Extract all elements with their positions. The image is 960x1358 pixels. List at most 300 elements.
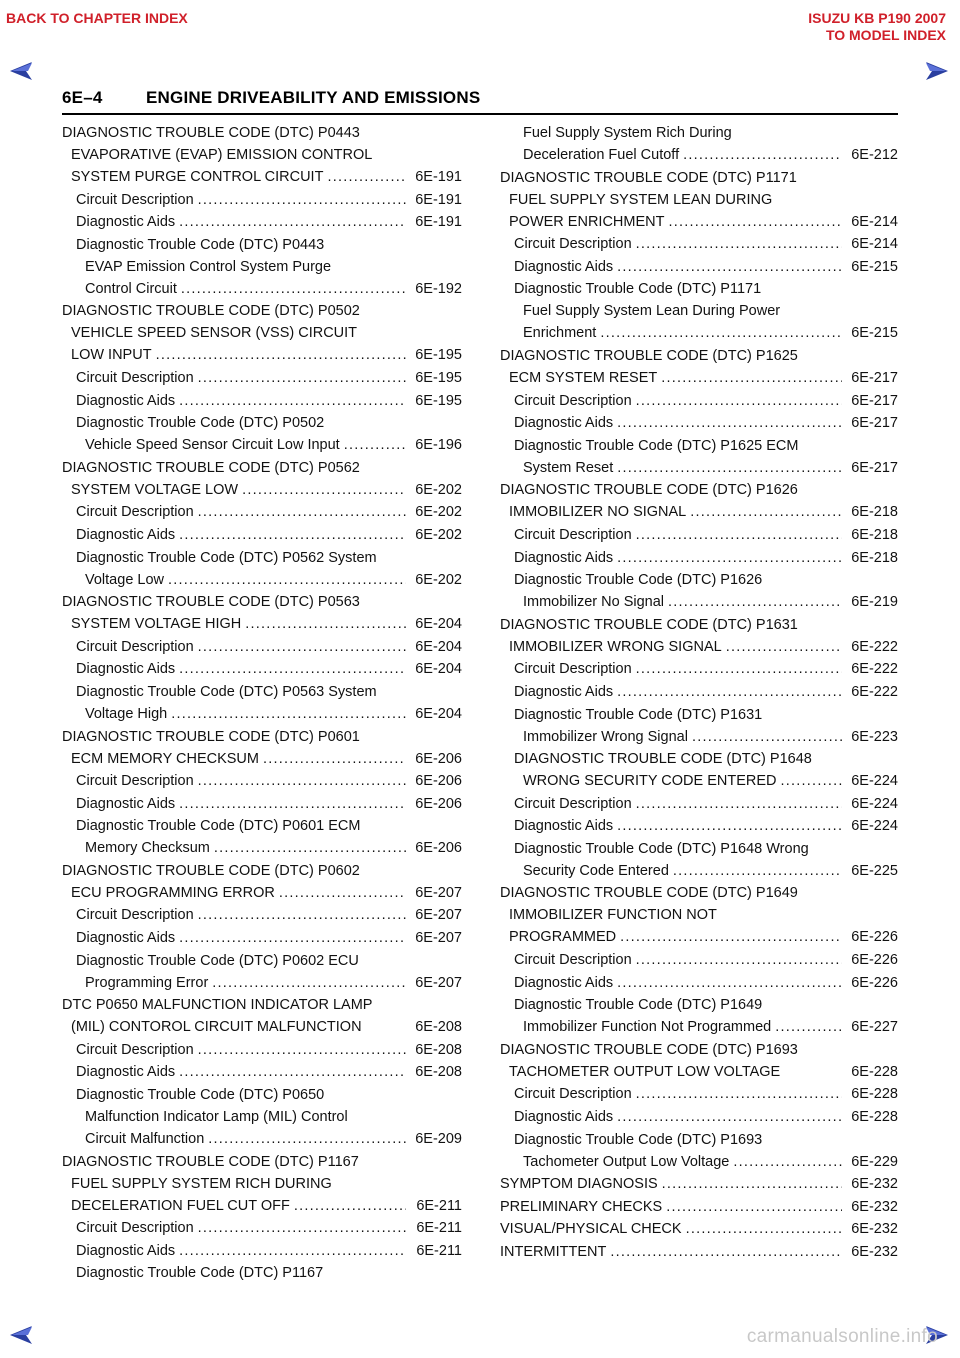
- toc-entry-text: Voltage High: [85, 705, 168, 722]
- dot-leader: [617, 457, 842, 479]
- toc-entry[interactable]: [500, 479, 898, 523]
- toc-entry-text: Diagnostic Aids: [76, 526, 176, 543]
- toc-page-number: 6E-232: [851, 1198, 898, 1215]
- dot-leader: [168, 569, 406, 591]
- toc-page-number: 6E-226: [851, 929, 898, 946]
- toc-entry[interactable]: [500, 1039, 898, 1083]
- toc-entry[interactable]: [500, 1218, 898, 1240]
- toc-entry[interactable]: [62, 904, 462, 926]
- toc-entry-text: DIAGNOSTIC TROUBLE CODE (DTC) P0602: [62, 862, 360, 879]
- toc-entry-text: SYSTEM VOLTAGE LOW: [71, 481, 239, 498]
- dot-leader: [668, 211, 842, 233]
- dot-leader: [617, 815, 842, 837]
- dot-leader: [263, 748, 406, 770]
- dot-leader: [198, 1217, 406, 1239]
- toc-entry[interactable]: [62, 412, 462, 456]
- toc-entry[interactable]: [62, 726, 462, 770]
- dot-leader: [198, 189, 406, 211]
- toc-entry[interactable]: [500, 256, 898, 278]
- toc-entry[interactable]: [62, 591, 462, 635]
- toc-page-number: 6E-207: [415, 907, 462, 924]
- dot-leader: [198, 770, 406, 792]
- toc-entry[interactable]: [62, 457, 462, 501]
- toc-entry-text: DIAGNOSTIC TROUBLE CODE (DTC) P1693: [500, 1041, 798, 1058]
- toc-entry-text: Diagnostic Trouble Code (DTC) P0650: [76, 1087, 325, 1104]
- dot-leader: [636, 949, 842, 971]
- toc-page-number: 6E-195: [415, 369, 462, 386]
- toc-entry-text: Diagnostic Trouble Code (DTC) P0601 ECM: [76, 818, 361, 835]
- toc-page-number: 6E-195: [415, 392, 462, 409]
- toc-entry-text: DECELERATION FUEL CUT OFF: [71, 1197, 290, 1214]
- toc-entry-text: Diagnostic Trouble Code (DTC) P0602 ECU: [76, 952, 359, 969]
- toc-entry-text: Diagnostic Aids: [76, 661, 176, 678]
- dot-leader: [279, 882, 406, 904]
- toc-page-number: 6E-228: [851, 1063, 898, 1080]
- toc-page-number: 6E-217: [851, 369, 898, 386]
- toc-entry-text: FUEL SUPPLY SYSTEM RICH DURING: [71, 1175, 332, 1192]
- toc-entry-text: DIAGNOSTIC TROUBLE CODE (DTC) P0562: [62, 459, 360, 476]
- toc-page-number: 6E-202: [415, 571, 462, 588]
- dot-leader: [327, 166, 406, 188]
- toc-entry-text: DIAGNOSTIC TROUBLE CODE (DTC) P0502: [62, 303, 360, 320]
- toc-entry-text: Diagnostic Aids: [76, 795, 176, 812]
- toc-entry-text: DIAGNOSTIC TROUBLE CODE (DTC) P1648: [514, 751, 812, 768]
- toc-entry-text: VISUAL/PHYSICAL CHECK: [500, 1221, 682, 1238]
- toc-page-number: 6E-212: [851, 147, 898, 163]
- toc-entry-text: Diagnostic Aids: [76, 392, 176, 409]
- toc-entry[interactable]: [62, 524, 462, 546]
- toc-entry-text: LOW INPUT: [71, 347, 152, 364]
- toc-page-number: 6E-202: [415, 481, 462, 498]
- toc-entry-text: Diagnostic Aids: [514, 1109, 614, 1126]
- dot-leader: [198, 501, 406, 523]
- dot-leader: [245, 613, 406, 635]
- dot-leader: [198, 636, 406, 658]
- toc-page-number: 6E-206: [415, 840, 462, 857]
- toc-entry-text: DIAGNOSTIC TROUBLE CODE (DTC) P0443: [62, 125, 360, 141]
- toc-entry-text: Enrichment: [523, 325, 597, 342]
- toc-page-number: 6E-228: [851, 1086, 898, 1103]
- toc-entry-text: Diagnostic Aids: [514, 415, 614, 432]
- dot-leader: [617, 547, 842, 569]
- toc-entry[interactable]: [62, 1151, 462, 1217]
- toc-entry[interactable]: [62, 300, 462, 366]
- toc-entry-text: FUEL SUPPLY SYSTEM LEAN DURING: [509, 191, 773, 208]
- dot-leader: [179, 211, 406, 233]
- toc-entry[interactable]: [500, 278, 898, 344]
- toc-entry-text: Circuit Malfunction: [85, 1131, 205, 1148]
- toc-entry[interactable]: [62, 927, 462, 949]
- toc-entry-text: System Reset: [523, 459, 614, 476]
- toc-page-number: 6E-218: [851, 504, 898, 521]
- toc-entry-text: Diagnostic Trouble Code (DTC) P1626: [514, 572, 763, 589]
- toc-entry[interactable]: [62, 547, 462, 591]
- toc-entry-text: Diagnostic Aids: [76, 1064, 176, 1081]
- toc-page-number: 6E-206: [415, 773, 462, 790]
- toc-entry-text: VEHICLE SPEED SENSOR (VSS) CIRCUIT: [71, 325, 358, 342]
- toc-entry-text: DIAGNOSTIC TROUBLE CODE (DTC) P1626: [500, 482, 798, 499]
- toc-entry-text: DIAGNOSTIC TROUBLE CODE (DTC) P1649: [500, 885, 798, 902]
- dot-leader: [617, 1106, 842, 1128]
- dot-leader: [179, 1240, 406, 1262]
- toc-entry-text: DIAGNOSTIC TROUBLE CODE (DTC) P1167: [62, 1153, 359, 1170]
- dot-leader: [636, 1083, 842, 1105]
- next-page-top-arrow-icon[interactable]: [920, 60, 950, 82]
- toc-entry[interactable]: [62, 234, 462, 300]
- toc-entry[interactable]: [62, 1061, 462, 1083]
- toc-entry-text: Circuit Description: [76, 1041, 194, 1058]
- toc-entry-text: Programming Error: [85, 974, 209, 991]
- toc-page-number: 6E-191: [415, 169, 462, 185]
- toc-entry-text: Circuit Description: [76, 504, 194, 521]
- toc-page-number: 6E-207: [415, 974, 462, 991]
- dot-leader: [781, 770, 842, 792]
- dot-leader: [198, 904, 406, 926]
- dot-leader: [617, 256, 842, 278]
- toc-entry[interactable]: [500, 1241, 898, 1263]
- toc-entry-text: Circuit Description: [76, 773, 194, 790]
- dot-leader: [179, 390, 406, 412]
- dot-leader: [617, 681, 842, 703]
- toc-page-number: 6E-192: [415, 280, 462, 297]
- toc-entry[interactable]: [500, 1083, 898, 1105]
- toc-page-number: 6E-222: [851, 661, 898, 678]
- dot-leader: [179, 658, 406, 680]
- dot-leader: [636, 658, 842, 680]
- toc-entry[interactable]: [500, 972, 898, 994]
- dot-leader: [198, 367, 406, 389]
- toc-entry[interactable]: [62, 367, 462, 389]
- toc-page-number: 6E-225: [851, 862, 898, 879]
- toc-entry-text: Diagnostic Aids: [514, 258, 614, 275]
- toc-entry-text: Diagnostic Trouble Code (DTC) P0562 System: [76, 549, 377, 566]
- to-model-index-link[interactable]: TO MODEL INDEX: [825, 27, 946, 43]
- toc-entry-text: Diagnostic Trouble Code (DTC) P1693: [514, 1131, 763, 1148]
- toc-entry-text: ECM MEMORY CHECKSUM: [71, 750, 259, 767]
- toc-entry-text: Circuit Description: [514, 392, 632, 409]
- dot-leader: [156, 344, 406, 366]
- toc-entry[interactable]: [500, 569, 898, 613]
- dot-leader: [294, 1195, 406, 1217]
- toc-entry-text: IMMOBILIZER FUNCTION NOT: [509, 907, 717, 924]
- toc-page-number: 6E-228: [851, 1109, 898, 1126]
- model-index-block: [808, 10, 946, 44]
- toc-entry[interactable]: [62, 636, 462, 658]
- dot-leader: [620, 926, 842, 948]
- toc-entry[interactable]: [62, 390, 462, 412]
- toc-entry[interactable]: [500, 704, 898, 748]
- toc-page-number: 6E-224: [851, 773, 898, 790]
- toc-page-number: 6E-202: [415, 504, 462, 521]
- dot-leader: [636, 793, 842, 815]
- toc-entry-text: ECU PROGRAMMING ERROR: [71, 884, 275, 901]
- toc-entry[interactable]: [500, 390, 898, 412]
- toc-entry[interactable]: [500, 547, 898, 569]
- toc-entry-text: IMMOBILIZER WRONG SIGNAL: [509, 638, 722, 655]
- dot-leader: [214, 837, 406, 859]
- toc-page-number: 6E-191: [415, 191, 462, 208]
- dot-leader: [344, 434, 406, 456]
- toc-entry[interactable]: [500, 122, 898, 166]
- toc-entry-text: Diagnostic Aids: [514, 683, 614, 700]
- toc-entry-text: Diagnostic Trouble Code (DTC) P1649: [514, 997, 763, 1014]
- toc-page-number: 6E-208: [415, 1019, 462, 1036]
- toc-entry[interactable]: [500, 949, 898, 971]
- toc-entry-text: Security Code Entered: [523, 862, 669, 879]
- toc-entry-text: Circuit Description: [514, 526, 632, 543]
- dot-leader: [212, 972, 406, 994]
- toc-entry[interactable]: [500, 793, 898, 815]
- toc-page-number: 6E-195: [415, 347, 462, 364]
- toc-entry-text: Diagnostic Trouble Code (DTC) P1167: [76, 1265, 324, 1282]
- toc-entry-text: Immobilizer No Signal: [523, 594, 665, 611]
- dot-leader: [198, 1039, 406, 1061]
- toc-page-number: 6E-232: [851, 1176, 898, 1193]
- toc-page-number: 6E-224: [851, 795, 898, 812]
- toc-entry[interactable]: [500, 1106, 898, 1128]
- dot-leader: [179, 927, 406, 949]
- toc-entry-text: Vehicle Speed Sensor Circuit Low Input: [85, 437, 340, 454]
- watermark: carmanualsonline.info: [746, 1326, 938, 1347]
- section-title: ENGINE DRIVEABILITY AND EMISSIONS: [146, 88, 481, 107]
- toc-entry-text: Fuel Supply System Rich During: [523, 125, 732, 141]
- dot-leader: [242, 479, 406, 501]
- toc-entry[interactable]: [62, 860, 462, 904]
- toc-entry[interactable]: [500, 882, 898, 948]
- toc-page-number: 6E-218: [851, 526, 898, 543]
- toc-entry-text: Circuit Description: [514, 1086, 632, 1103]
- toc-entry[interactable]: [500, 524, 898, 546]
- toc-entry-text: Circuit Description: [76, 1220, 194, 1237]
- toc-entry-text: DIAGNOSTIC TROUBLE CODE (DTC) P1631: [500, 616, 798, 633]
- toc-entry-text: EVAPORATIVE (EVAP) EMISSION CONTROL: [71, 147, 373, 163]
- toc-page-number: 6E-218: [851, 549, 898, 566]
- toc-entry[interactable]: [500, 345, 898, 389]
- toc-entry[interactable]: [62, 793, 462, 815]
- toc-entry-text: Tachometer Output Low Voltage: [523, 1153, 730, 1170]
- toc-entry-text: Immobilizer Wrong Signal: [523, 728, 688, 745]
- dot-leader: [683, 144, 842, 166]
- toc-entry-text: Deceleration Fuel Cutoff: [523, 147, 680, 163]
- toc-entry-text: Memory Checksum: [85, 840, 210, 857]
- dot-leader: [726, 636, 842, 658]
- toc-entry[interactable]: [500, 167, 898, 233]
- toc-entry[interactable]: [62, 501, 462, 523]
- toc-page-number: 6E-215: [851, 258, 898, 275]
- toc-page-number: 6E-206: [415, 750, 462, 767]
- back-to-chapter-index-link[interactable]: BACK TO CHAPTER INDEX: [6, 10, 188, 26]
- dot-leader: [179, 793, 406, 815]
- toc-page-number: 6E-223: [851, 728, 898, 745]
- toc-entry[interactable]: [62, 1039, 462, 1061]
- toc-page-number: 6E-214: [851, 213, 898, 230]
- toc-entry-text: Diagnostic Aids: [514, 549, 614, 566]
- toc-page-number: 6E-204: [415, 638, 462, 655]
- toc-entry-text: DTC P0650 MALFUNCTION INDICATOR LAMP: [62, 997, 373, 1014]
- toc-entry[interactable]: [500, 838, 898, 882]
- toc-entry-text: Circuit Description: [76, 907, 194, 924]
- dot-leader: [610, 1241, 842, 1263]
- page-header: [62, 88, 480, 108]
- toc-entry-text: (MIL) CONTOROL CIRCUIT MALFUNCTION: [71, 1019, 362, 1036]
- toc-entry[interactable]: [500, 1129, 898, 1173]
- toc-entry[interactable]: [500, 1173, 898, 1195]
- toc-entry-text: Diagnostic Aids: [514, 818, 614, 835]
- toc-entry-text: Diagnostic Trouble Code (DTC) P1625 ECM: [514, 437, 799, 454]
- toc-page-number: 6E-211: [416, 1220, 462, 1237]
- toc-page-number: 6E-222: [851, 638, 898, 655]
- toc-entry[interactable]: [62, 1262, 462, 1284]
- toc-entry-text: Diagnostic Aids: [514, 974, 614, 991]
- dot-leader: [733, 1151, 842, 1173]
- dot-leader: [662, 1173, 842, 1195]
- toc-entry[interactable]: [500, 681, 898, 703]
- dot-leader: [617, 412, 842, 434]
- toc-entry-text: Circuit Description: [76, 191, 194, 208]
- previous-page-bottom-arrow-icon[interactable]: [8, 1324, 38, 1346]
- toc-page-number: 6E-232: [851, 1221, 898, 1238]
- dot-leader: [673, 860, 842, 882]
- toc-entry[interactable]: [62, 658, 462, 680]
- toc-entry[interactable]: [500, 658, 898, 680]
- toc-entry[interactable]: [62, 211, 462, 233]
- toc-entry-text: TACHOMETER OUTPUT LOW VOLTAGE: [509, 1063, 781, 1080]
- toc-page-number: 6E-217: [851, 415, 898, 432]
- toc-entry-text: WRONG SECURITY CODE ENTERED: [523, 773, 777, 790]
- toc-entry-text: Circuit Description: [76, 638, 194, 655]
- toc-entry[interactable]: [500, 815, 898, 837]
- toc-entry-text: Diagnostic Aids: [76, 1242, 176, 1259]
- dot-leader: [181, 278, 406, 300]
- toc-page-number: 6E-219: [851, 594, 898, 611]
- dot-leader: [208, 1128, 406, 1150]
- dot-leader: [636, 233, 842, 255]
- toc-entry-text: DIAGNOSTIC TROUBLE CODE (DTC) P1625: [500, 347, 798, 364]
- toc-page-number: 6E-222: [851, 683, 898, 700]
- toc-entry-text: Diagnostic Trouble Code (DTC) P0443: [76, 236, 325, 253]
- toc-entry-text: Diagnostic Trouble Code (DTC) P1648 Wrong: [514, 840, 809, 857]
- toc-entry-text: DIAGNOSTIC TROUBLE CODE (DTC) P0601: [62, 728, 360, 745]
- dot-leader: [179, 524, 406, 546]
- toc-page-number: 6E-211: [416, 1242, 462, 1259]
- dot-leader: [692, 726, 842, 748]
- toc-entry[interactable]: [62, 770, 462, 792]
- dot-leader: [775, 1016, 842, 1038]
- toc-entry[interactable]: [62, 189, 462, 211]
- toc-entry[interactable]: [62, 950, 462, 994]
- toc-entry-text: ECM SYSTEM RESET: [509, 369, 658, 386]
- toc-entry-text: SYMPTOM DIAGNOSIS: [500, 1176, 658, 1193]
- toc-page-number: 6E-208: [415, 1041, 462, 1058]
- toc-page-number: 6E-229: [851, 1153, 898, 1170]
- toc-entry-text: SYSTEM VOLTAGE HIGH: [71, 616, 242, 633]
- toc-page-number: 6E-232: [851, 1244, 898, 1260]
- dot-leader: [686, 1218, 842, 1240]
- toc-entry[interactable]: [62, 122, 462, 188]
- toc-entry-text: SYSTEM PURGE CONTROL CIRCUIT: [71, 169, 324, 185]
- toc-entry[interactable]: [500, 1196, 898, 1218]
- toc-page-number: 6E-226: [851, 952, 898, 969]
- toc-page-number: 6E-196: [415, 437, 462, 454]
- dot-leader: [666, 1196, 842, 1218]
- dot-leader: [617, 972, 842, 994]
- toc-entry-text: Circuit Description: [514, 795, 632, 812]
- toc-page-number: 6E-191: [415, 214, 462, 231]
- header-rule: [62, 113, 898, 115]
- model-title-link[interactable]: ISUZU KB P190 2007: [808, 10, 946, 26]
- toc-entry-text: INTERMITTENT: [500, 1244, 607, 1260]
- dot-leader: [179, 1061, 406, 1083]
- toc-entry[interactable]: [62, 815, 462, 859]
- toc-entry-text: DIAGNOSTIC TROUBLE CODE (DTC) P0563: [62, 594, 360, 611]
- toc-page-number: 6E-217: [851, 392, 898, 409]
- toc-entry-text: Control Circuit: [85, 280, 177, 297]
- toc-entry-text: EVAP Emission Control System Purge: [85, 258, 332, 275]
- toc-page-number: 6E-226: [851, 974, 898, 991]
- toc-entry-text: Circuit Description: [514, 661, 632, 678]
- toc-entry[interactable]: [500, 435, 898, 479]
- toc-entry-text: IMMOBILIZER NO SIGNAL: [509, 504, 687, 521]
- toc-entry[interactable]: [500, 412, 898, 434]
- dot-leader: [600, 322, 842, 344]
- toc-entry[interactable]: [500, 748, 898, 792]
- toc-entry-text: Diagnostic Trouble Code (DTC) P0563 System: [76, 683, 377, 700]
- toc-page-number: 6E-207: [415, 884, 462, 901]
- toc-entry[interactable]: [62, 1240, 462, 1262]
- toc-right-column: [500, 122, 898, 1264]
- toc-entry-text: Diagnostic Trouble Code (DTC) P1171: [514, 281, 762, 298]
- toc-entry-text: Circuit Description: [76, 369, 194, 386]
- toc-page-number: 6E-217: [851, 459, 898, 476]
- toc-entry-text: Circuit Description: [514, 236, 632, 253]
- toc-page-number: 6E-209: [415, 1131, 462, 1148]
- toc-entry[interactable]: [62, 1084, 462, 1150]
- page-number: 6E–4: [62, 88, 103, 107]
- toc-entry[interactable]: [500, 614, 898, 658]
- toc-entry-text: Fuel Supply System Lean During Power: [523, 303, 781, 320]
- previous-page-top-arrow-icon[interactable]: [8, 60, 38, 82]
- toc-page-number: 6E-204: [415, 616, 462, 633]
- toc-page-number: 6E-224: [851, 818, 898, 835]
- toc-page-number: 6E-206: [415, 795, 462, 812]
- toc-page-number: 6E-204: [415, 705, 462, 722]
- toc-entry[interactable]: [500, 233, 898, 255]
- toc-entry-text: PROGRAMMED: [509, 929, 617, 946]
- toc-entry-text: Voltage Low: [85, 571, 165, 588]
- dot-leader: [668, 591, 842, 613]
- toc-page-number: 6E-207: [415, 930, 462, 947]
- dot-leader: [661, 367, 842, 389]
- toc-page-number: 6E-202: [415, 526, 462, 543]
- toc-page-number: 6E-204: [415, 661, 462, 678]
- toc-entry-text: Circuit Description: [514, 952, 632, 969]
- toc-entry[interactable]: [62, 681, 462, 725]
- toc-page-number: 6E-227: [851, 1019, 898, 1036]
- toc-entry-text: Diagnostic Trouble Code (DTC) P1631: [514, 706, 763, 723]
- toc-entry[interactable]: [62, 1217, 462, 1239]
- toc-page-number: 6E-215: [851, 325, 898, 342]
- toc-entry-text: Diagnostic Trouble Code (DTC) P0502: [76, 415, 325, 432]
- toc-entry[interactable]: [500, 994, 898, 1038]
- toc-page-number: 6E-214: [851, 236, 898, 253]
- toc-left-column: [62, 122, 462, 1285]
- toc-entry-text: Diagnostic Aids: [76, 214, 176, 231]
- toc-entry-text: Immobilizer Function Not Programmed: [523, 1019, 772, 1036]
- toc-entry-text: PRELIMINARY CHECKS: [500, 1198, 663, 1215]
- toc-entry[interactable]: [62, 994, 462, 1038]
- toc-entry-text: POWER ENRICHMENT: [509, 213, 665, 230]
- dot-leader: [171, 703, 406, 725]
